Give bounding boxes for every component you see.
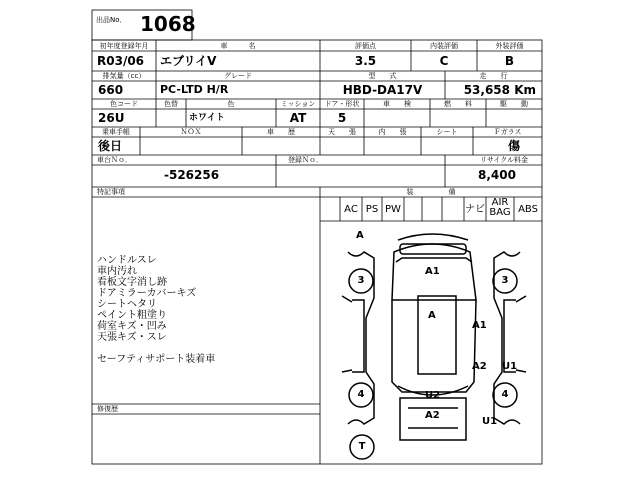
chassis-label: 車台Ｎｏ．: [97, 156, 132, 164]
notes-label: 特記事項: [97, 188, 125, 196]
note-line: ドアミラーカバーキズ: [97, 288, 197, 299]
exterior-label: 外装評価: [495, 42, 524, 50]
mark-side-u1: U1: [502, 361, 518, 372]
mark-bumper-u1: U1: [482, 416, 498, 427]
year-label: 初年度登録年月: [99, 42, 149, 50]
note-line: 車内汚れ: [97, 266, 137, 277]
mission-label: ミッション: [280, 100, 316, 108]
note-line: ペイント粗塗り: [97, 310, 167, 321]
mark-tail-a2: A2: [425, 410, 440, 421]
equip-navi: ナビ: [465, 204, 485, 215]
handle-label: 乗車手帳: [102, 128, 130, 136]
score-label: 評価点: [355, 42, 376, 50]
note-line: シートヘタリ: [97, 299, 157, 310]
grade-value: PC-LTD H/R: [160, 83, 229, 96]
model-value: HBD-DA17V: [342, 83, 423, 97]
exterior-value: B: [504, 54, 515, 68]
equip-ac: AC: [344, 204, 358, 215]
note-line: 看板文字消し跡: [97, 277, 167, 288]
doors-value: 5: [337, 111, 347, 125]
note-line: [97, 343, 215, 354]
car-roof: [418, 296, 456, 374]
mark-front-a: A: [356, 230, 364, 241]
equip-ps: PS: [365, 204, 379, 215]
mark-roof-a: A: [428, 310, 436, 321]
mark-hood-a1: A1: [425, 266, 440, 277]
mark-wheel-fl: 3: [357, 275, 365, 286]
color-code-label: 色コード: [110, 100, 138, 108]
equip-airbag: AIR BAG: [489, 197, 511, 218]
mark-wheel-rl: 4: [357, 389, 365, 400]
mark-side-a1: A1: [472, 320, 487, 331]
interior-label: 内装評価: [430, 42, 458, 50]
equip-pw: PW: [385, 204, 401, 215]
mark-wheel-fr: 3: [501, 275, 509, 286]
model-label: 型 式: [368, 72, 397, 80]
score-value: 3.5: [354, 54, 377, 68]
mark-wheel-rr: 4: [501, 389, 509, 400]
recycle-label: リサイクル料金: [480, 156, 529, 164]
cc-value: 660: [98, 83, 124, 97]
name-value: エブリイV: [160, 54, 217, 68]
mileage-value: 53,658 Km: [463, 83, 536, 97]
nox-label: ＮＯＸ: [180, 128, 202, 136]
handle-value: 後日: [98, 139, 123, 153]
year-value: R03/06: [97, 54, 145, 68]
glass-value: 傷: [508, 139, 521, 153]
grade-label: グレード: [224, 72, 252, 80]
glass-label: Ｆガラス: [493, 128, 522, 136]
chassis-value: -526256: [164, 168, 220, 182]
name-label: 車 名: [220, 42, 256, 50]
color-label: 色: [227, 100, 235, 108]
seat-label: シート: [436, 128, 458, 136]
recycle-value: 8,400: [478, 168, 516, 182]
notes-list: [97, 255, 215, 365]
drive-label: 駆 動: [500, 100, 528, 108]
inspection-label: 車 検: [383, 100, 411, 108]
equip-abs: ABS: [518, 204, 538, 215]
mission-value: AT: [289, 111, 307, 125]
lot-label: 出品No．: [96, 16, 127, 24]
roof-label: 天 張: [328, 128, 356, 136]
note-line: 天張キズ・スレ: [97, 332, 167, 343]
note-line: 荷室キズ・凹み: [97, 321, 167, 332]
color-code-value: 26U: [98, 111, 125, 125]
mileage-label: 走 行: [479, 72, 508, 80]
repair-label: 修復歴: [97, 405, 118, 413]
mark-rear-u2: U2: [425, 390, 441, 401]
fuel-label: 燃 料: [444, 100, 472, 108]
reg-label: 登録Ｎｏ．: [288, 156, 323, 164]
interior-trim-label: 内 張: [378, 128, 407, 136]
equipment-label: 装 備: [406, 188, 456, 196]
mark-side-a2: A2: [472, 361, 487, 372]
interior-value: C: [439, 54, 449, 68]
doors-label: ドア・形状: [324, 100, 360, 108]
cc-label: 排気量（cc）: [102, 72, 146, 80]
note-line: ハンドルスレ: [97, 255, 157, 266]
color-value: ホワイト: [189, 113, 225, 123]
history-label: 車 歴: [267, 128, 295, 136]
color-change-label: 色替: [164, 100, 178, 108]
mark-spare-t: T: [358, 441, 366, 452]
lot-number: 1068: [140, 12, 196, 36]
note-line: セーフティサポート装着車: [97, 354, 216, 365]
